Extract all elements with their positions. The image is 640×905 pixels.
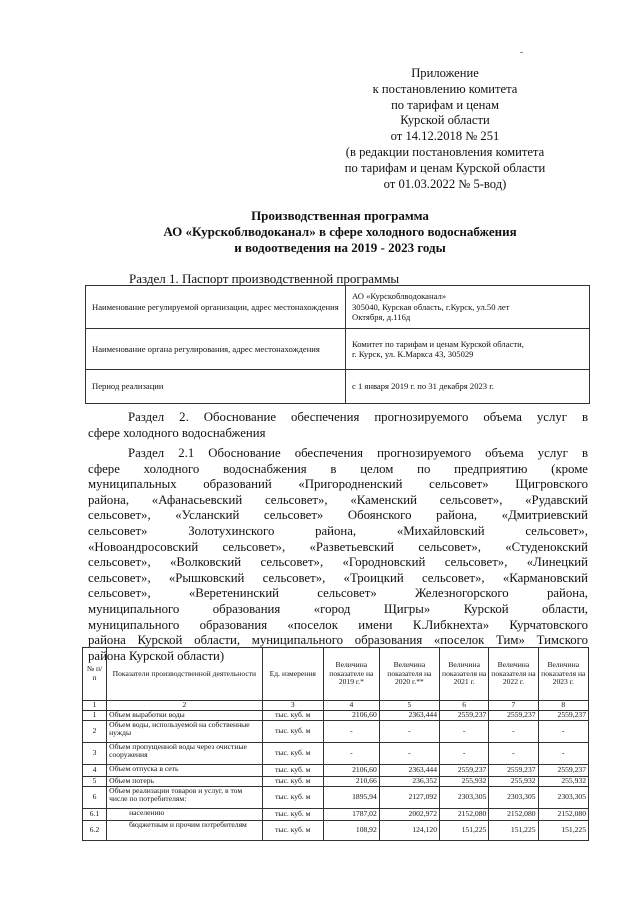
- column-header: Величина показателя на 2020 г.**: [379, 648, 439, 701]
- passport-label: Наименование регулируемой организации, адрес местонахождения: [86, 286, 346, 329]
- row-value: 2106,60: [323, 764, 379, 776]
- row-value: -: [379, 742, 439, 764]
- row-value: 151,225: [440, 820, 489, 840]
- section21-paragraph: [88, 446, 588, 664]
- column-number: 4: [323, 701, 379, 711]
- appendix-line: по тарифам и ценам: [391, 97, 499, 112]
- column-header: Величина показателя на 2023 г.: [538, 648, 588, 701]
- row-number: 3: [83, 742, 107, 764]
- row-value: -: [323, 720, 379, 742]
- row-value: 1895,94: [323, 786, 379, 808]
- row-value: 2559,237: [489, 764, 538, 776]
- row-value: 2559,237: [538, 764, 588, 776]
- row-indicator: Объем выработки воды: [107, 710, 263, 720]
- row-value: 236,352: [379, 776, 439, 786]
- row-value: 2303,305: [440, 786, 489, 808]
- text-line: муниципального образования «поселок имени К.Либкнехта» Курчатовского: [88, 617, 588, 632]
- appendix-line: по тарифам и ценам Курской области: [344, 160, 546, 175]
- text-line: сельсовет», «Усланский сельсовет» Обоянского района, «Дмитриевский: [88, 508, 588, 523]
- document-title: [80, 208, 600, 256]
- row-value: -: [489, 720, 538, 742]
- passport-table: [85, 285, 590, 404]
- row-value: 2559,237: [489, 710, 538, 720]
- passport-value: [346, 370, 590, 404]
- title-line: Производственная программа: [251, 208, 429, 223]
- column-header: Ед. измерения: [262, 648, 323, 701]
- row-value: 255,932: [440, 776, 489, 786]
- column-number: 2: [107, 701, 263, 711]
- text-line: района, «Афанасьевский сельсовет», «Каменский сельсовет», «Рудавский: [88, 492, 588, 507]
- title-line: и водоотведения на 2019 - 2023 годы: [234, 240, 446, 255]
- row-value: 2363,444: [379, 764, 439, 776]
- row-value: 255,932: [538, 776, 588, 786]
- section2-heading: [88, 410, 588, 441]
- section1-heading: Раздел 1. Паспорт производственной программы: [129, 271, 400, 286]
- text-line: муниципального образования «город Щигры» Курской области,: [88, 601, 588, 616]
- row-value: -: [489, 742, 538, 764]
- row-unit: тыс. куб. м: [262, 808, 323, 820]
- row-value: -: [440, 720, 489, 742]
- row-value: 1787,02: [323, 808, 379, 820]
- table-header-row: [83, 648, 589, 701]
- table-row: [83, 820, 589, 840]
- appendix-line: от 14.12.2018 № 251: [390, 129, 500, 144]
- appendix-line: к постановлению комитета: [372, 81, 518, 96]
- row-unit: тыс. куб. м: [262, 786, 323, 808]
- passport-value: [346, 329, 590, 370]
- row-value: -: [323, 742, 379, 764]
- text-line: Раздел 2. Обоснование обеспечения прогнозируемого объема услуг в: [128, 410, 588, 424]
- row-value: 2559,237: [440, 710, 489, 720]
- column-header: Величина показателя на 2021 г.: [440, 648, 489, 701]
- table-row: [83, 764, 589, 776]
- row-value: 2127,092: [379, 786, 439, 808]
- column-number: 8: [538, 701, 588, 711]
- row-value: 255,932: [489, 776, 538, 786]
- row-unit: тыс. куб. м: [262, 710, 323, 720]
- row-value: 2303,305: [538, 786, 588, 808]
- row-number: 6: [83, 786, 107, 808]
- row-value: -: [538, 720, 588, 742]
- table-row: [83, 710, 589, 720]
- text-line: сельсовет», «Волковский сельсовет», «Городновский сельсовет», «Линецкий: [88, 555, 588, 570]
- row-value: 108,92: [323, 820, 379, 840]
- row-unit: тыс. куб. м: [262, 742, 323, 764]
- text-line: сельсовет», «Рышковский сельсовет», «Троицкий сельсовет», «Кармановский: [88, 570, 588, 585]
- row-value: 151,225: [489, 820, 538, 840]
- row-value: 2363,444: [379, 710, 439, 720]
- row-indicator: Объем пропущенной воды через очистные сооружения: [107, 742, 263, 764]
- text-line: сельсовет», «Веретенинский сельсовет» Железногорского района,: [88, 586, 588, 601]
- table-row: [83, 786, 589, 808]
- column-number-row: [83, 701, 589, 711]
- title-line: АО «Курскоблводоканал» в сфере холодного водоснабжения: [163, 224, 517, 239]
- row-indicator: Объем воды, используемой на собственные нужды: [107, 720, 263, 742]
- row-value: 210,66: [323, 776, 379, 786]
- text-line: сельсовет» Золотухинского района, «Михайловский сельсовет»,: [88, 523, 588, 538]
- passport-value-line: АО «Курскоблводоканал»: [352, 291, 447, 302]
- row-value: 2152,080: [538, 808, 588, 820]
- passport-label: Наименование органа регулирования, адрес местонахождения: [86, 329, 346, 370]
- column-number: 7: [489, 701, 538, 711]
- text-line: Раздел 2.1 Обоснование обеспечения прогнозируемого объема услуг в: [128, 446, 588, 460]
- row-number: 2: [83, 720, 107, 742]
- row-value: 2152,080: [440, 808, 489, 820]
- row-value: 2152,080: [489, 808, 538, 820]
- table-row: [83, 720, 589, 742]
- row-number: 6.2: [83, 820, 107, 840]
- column-header: № п/п: [83, 648, 107, 701]
- appendix-line: от 01.03.2022 № 5-вод): [383, 176, 507, 191]
- row-value: 2303,305: [489, 786, 538, 808]
- table-row: [83, 776, 589, 786]
- row-number: 4: [83, 764, 107, 776]
- table-row: [83, 742, 589, 764]
- row-indicator: бюджетным и прочим потребителям: [107, 820, 263, 840]
- appendix-line: Курской области: [400, 113, 490, 128]
- row-unit: тыс. куб. м: [262, 720, 323, 742]
- scan-mark: [520, 52, 523, 53]
- text-line: сфере холодного водоснабжения в целом по предприятию (кроме: [88, 461, 588, 476]
- row-indicator: Объем потерь: [107, 776, 263, 786]
- appendix-line: (в редакции постановления комитета: [345, 144, 545, 159]
- column-number: 1: [83, 701, 107, 711]
- row-value: 2559,237: [538, 710, 588, 720]
- row-unit: тыс. куб. м: [262, 776, 323, 786]
- text-line: «Новоандросовский сельсовет», «Разветьевский сельсовет», «Студенокский: [88, 539, 588, 554]
- column-header: Величина показателе на 2019 г.*: [323, 648, 379, 701]
- row-value: 2002,972: [379, 808, 439, 820]
- passport-value-line: Комитет по тарифам и ценам Курской области,: [352, 338, 524, 349]
- passport-value-line: г. Курск, ул. К.Маркса 43, 305029: [352, 349, 474, 359]
- passport-value: [346, 286, 590, 329]
- row-indicator: Объем реализации товаров и услуг, в том числе по потребителям:: [107, 786, 263, 808]
- appendix-block: [300, 66, 590, 192]
- passport-value-line: с 1 января 2019 г. по 31 декабря 2023 г.: [352, 381, 494, 392]
- passport-value-line: Октября, д.116д: [352, 312, 411, 323]
- row-unit: тыс. куб. м: [262, 820, 323, 840]
- production-table: [82, 647, 589, 841]
- row-indicator: Объем отпуска в сеть: [107, 764, 263, 776]
- row-number: 1: [83, 710, 107, 720]
- passport-label: Период реализации: [86, 370, 346, 404]
- column-number: 5: [379, 701, 439, 711]
- column-header: Величина показателя на 2022 г.: [489, 648, 538, 701]
- text-line: района Курской области, муниципального образования «поселок Тим» Тимского: [88, 633, 588, 648]
- row-value: -: [440, 742, 489, 764]
- table-row: [83, 808, 589, 820]
- column-number: 3: [262, 701, 323, 711]
- appendix-line: Приложение: [411, 66, 479, 80]
- passport-row: [86, 329, 590, 370]
- column-header: Показатели производственной деятельности: [107, 648, 263, 701]
- row-value: 2106,60: [323, 710, 379, 720]
- row-value: 124,120: [379, 820, 439, 840]
- text-line: района Курской области): [88, 648, 225, 663]
- text-line: муниципальных образований «Пригородненский сельсовет» Щигровского: [88, 477, 588, 492]
- row-value: 2559,237: [440, 764, 489, 776]
- row-number: 6.1: [83, 808, 107, 820]
- column-number: 6: [440, 701, 489, 711]
- row-indicator: населению: [107, 808, 263, 820]
- row-value: 151,225: [538, 820, 588, 840]
- passport-row: [86, 286, 590, 329]
- text-line: сфере холодного водоснабжения: [88, 425, 266, 440]
- row-value: -: [379, 720, 439, 742]
- row-value: -: [538, 742, 588, 764]
- passport-value-line: 305040, Курская область, г.Курск, ул.50 лет: [352, 301, 510, 312]
- passport-row: [86, 370, 590, 404]
- row-number: 5: [83, 776, 107, 786]
- row-unit: тыс. куб. м: [262, 764, 323, 776]
